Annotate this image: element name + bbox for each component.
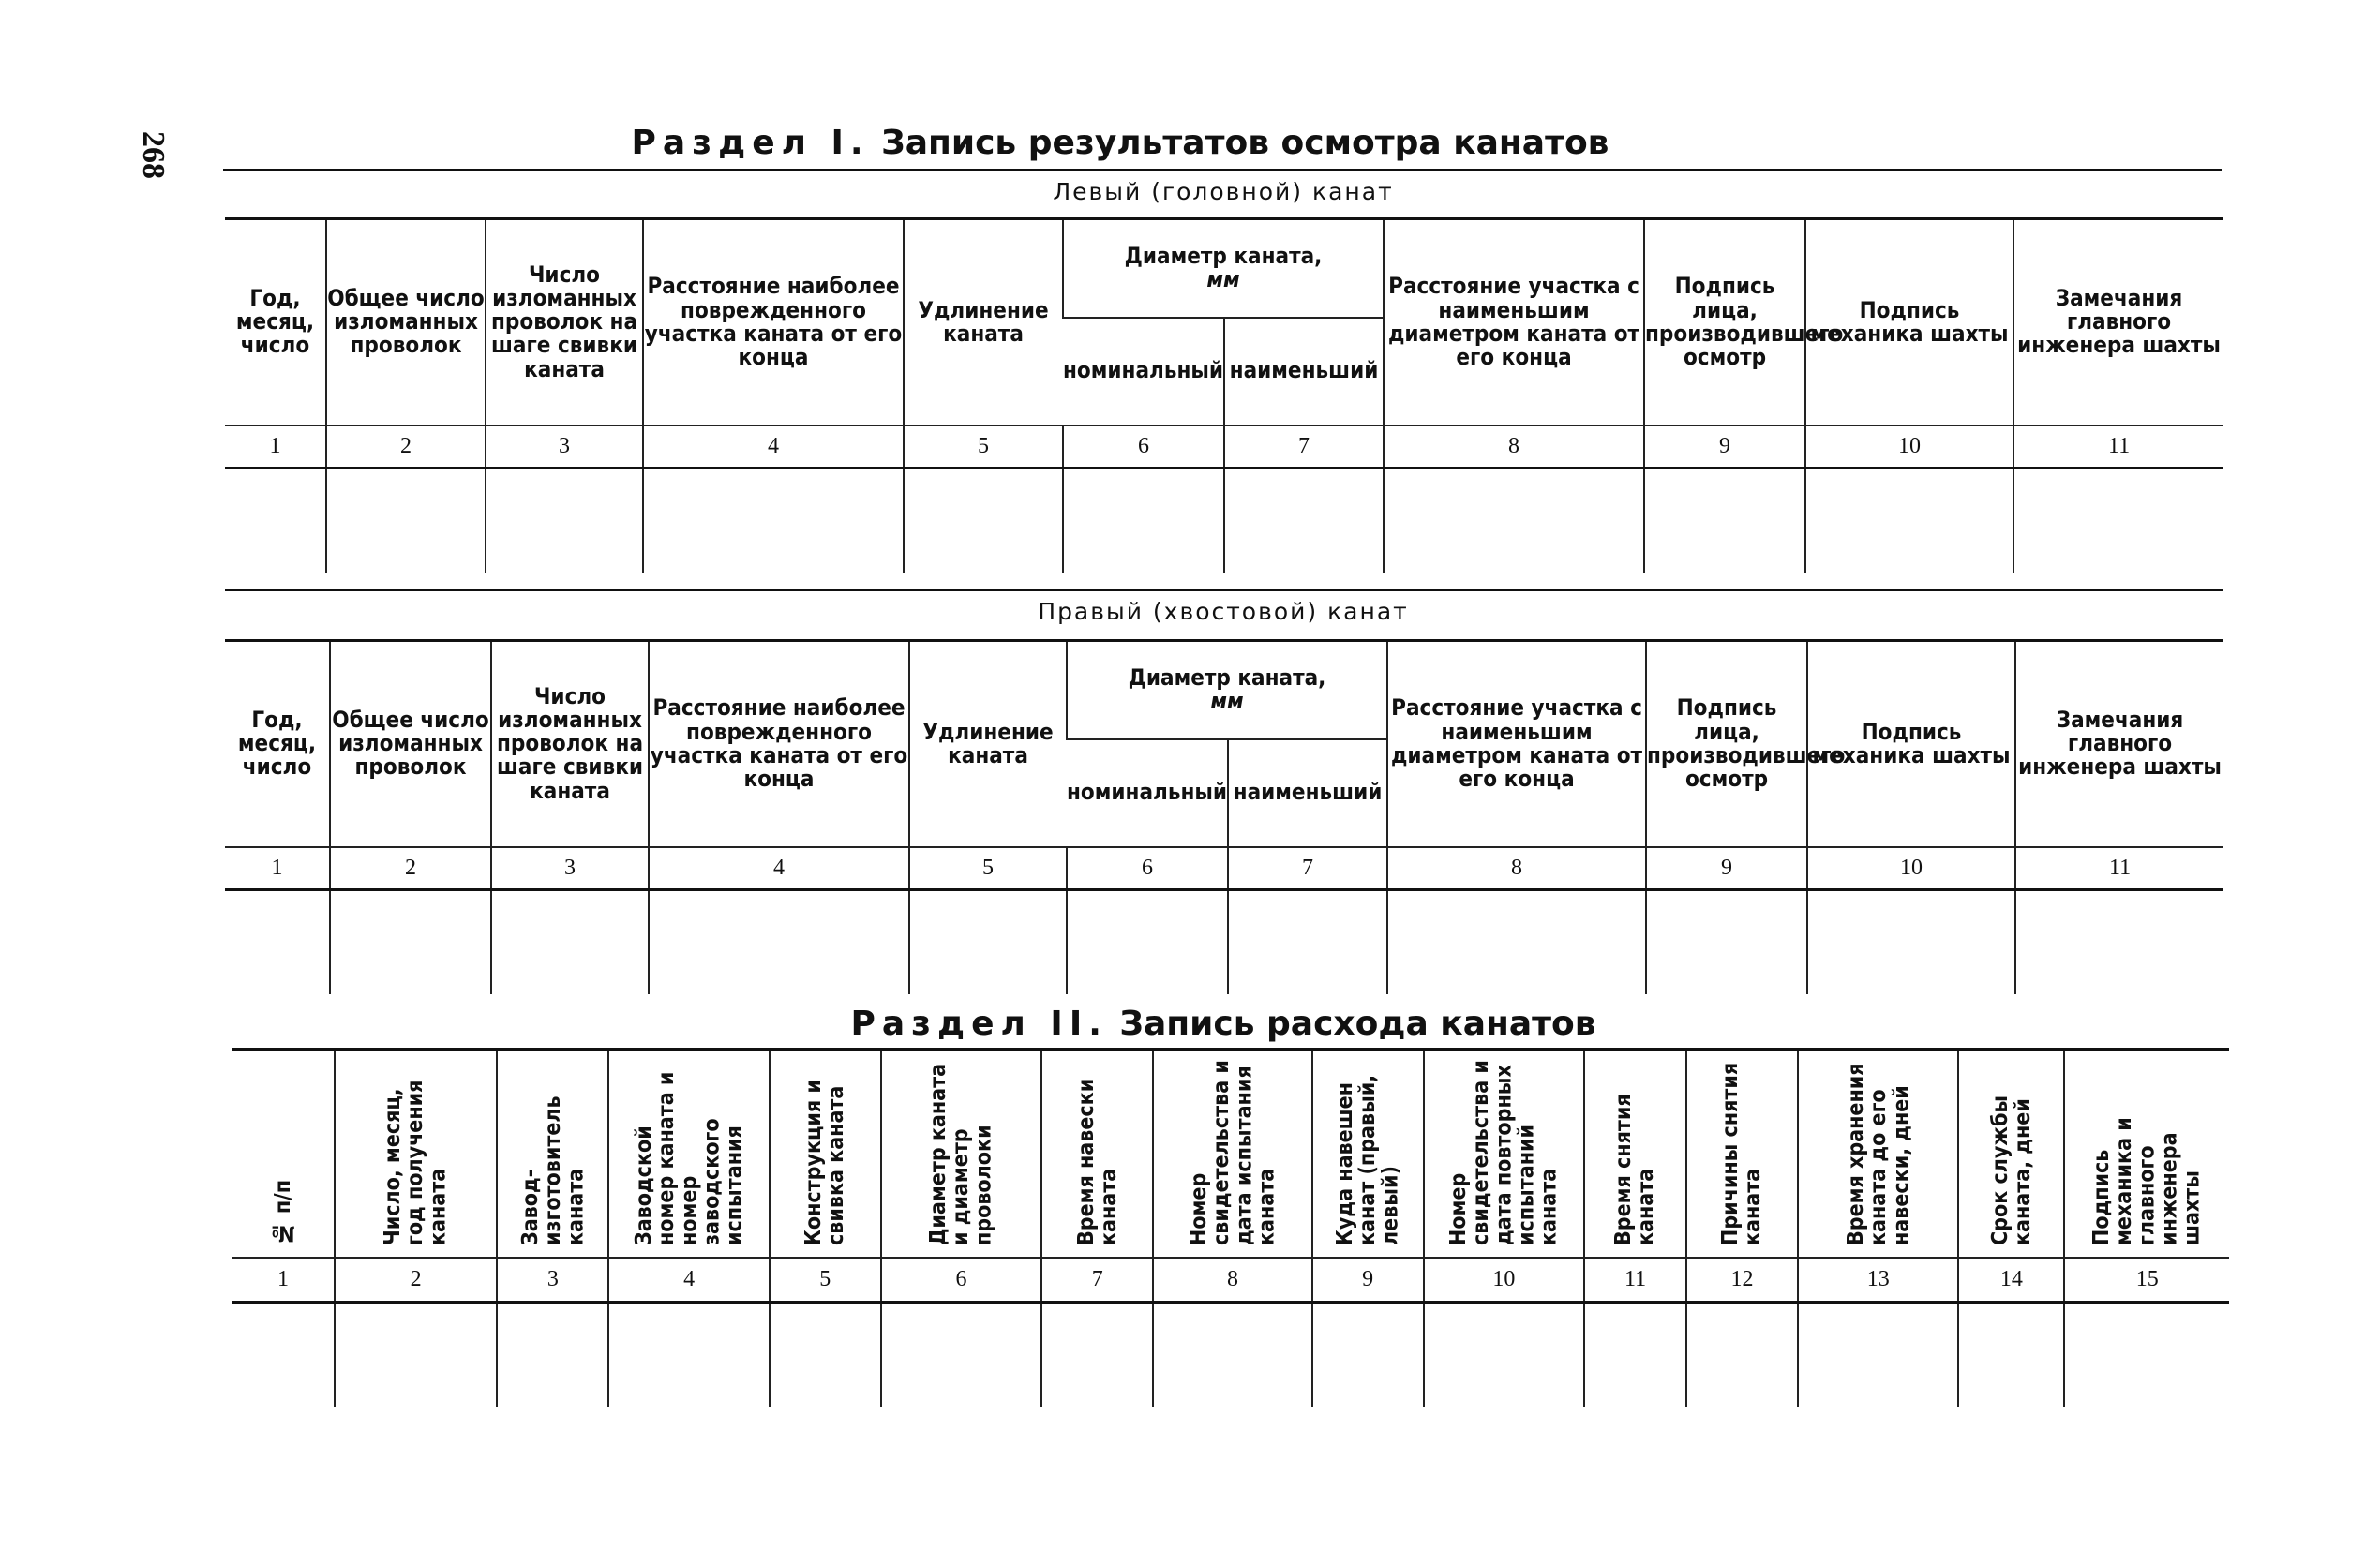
entry-cell[interactable] <box>232 1303 335 1408</box>
section-1-label: Раздел I. <box>631 124 870 162</box>
col-number: 9 <box>1644 425 1805 469</box>
col-smallest-header: наименьший <box>1228 739 1387 847</box>
col-header-text: Конструкция и свивка каната <box>801 1079 849 1245</box>
col-number: 1 <box>232 1258 335 1303</box>
left-rope-table <box>225 217 2223 573</box>
col-number: 7 <box>1041 1258 1153 1303</box>
col-header-text: Число, месяц, год получения каната <box>381 1080 451 1245</box>
col-number: 6 <box>1063 425 1224 469</box>
col-number: 9 <box>1312 1258 1424 1303</box>
entry-cell[interactable] <box>1384 469 1644 574</box>
col-number: 6 <box>1067 847 1228 890</box>
col-broken-per-lay-header: Число изломанных проволок на шаге свивки каната <box>491 641 649 847</box>
col-elongation-header: Удлинение каната <box>909 641 1067 847</box>
col-number: 8 <box>1387 847 1646 890</box>
right-rope-table <box>225 639 2223 994</box>
col-number: 4 <box>608 1258 769 1303</box>
col-diameter-header <box>1067 641 1387 739</box>
col-number: 8 <box>1384 425 1644 469</box>
col-nominal-header: номинальный <box>1063 318 1224 425</box>
entry-cell[interactable] <box>608 1303 769 1408</box>
col-number: 5 <box>904 425 1063 469</box>
entry-cell[interactable] <box>649 890 909 995</box>
diameter-label: Диаметр каната, <box>1124 243 1323 270</box>
col-signature-mechanic-header: Подпись механика шахты <box>1807 641 2015 847</box>
col-distance-damaged-header: Расстояние наиболее поврежденного участка каната от его конца <box>643 219 904 425</box>
entry-cell[interactable] <box>881 1303 1041 1408</box>
entry-cell[interactable] <box>1067 890 1228 995</box>
col-number: 5 <box>909 847 1067 890</box>
entry-cell[interactable] <box>326 469 486 574</box>
entry-cell[interactable] <box>497 1303 608 1408</box>
col-date-header: Год, месяц, число <box>225 641 330 847</box>
col-header-text: Подпись механика и главного инженера шахты <box>2089 1116 2205 1245</box>
col-header-text: Куда навешен канат (правый, левый) <box>1332 1074 1403 1245</box>
entry-cell[interactable] <box>1646 890 1807 995</box>
entry-cell[interactable] <box>1387 890 1646 995</box>
col-header-text: Время хранения каната до его навески, дней <box>1843 1063 1913 1245</box>
entry-cell[interactable] <box>1041 1303 1153 1408</box>
col-number: 14 <box>1958 1258 2064 1303</box>
col-distance-min-diam-header: Расстояние участка с наименьшим диаметром каната от его конца <box>1387 641 1646 847</box>
col-header-text: Номер свидетельства и дата испытания каната <box>1186 1059 1280 1245</box>
diameter-unit: мм <box>1210 688 1244 715</box>
col-number: 1 <box>225 847 330 890</box>
col-header-13 <box>1798 1050 1958 1258</box>
col-header-1 <box>232 1050 335 1258</box>
section-2-heading: Запись расхода канатов <box>1107 1005 1596 1043</box>
section-1-rule <box>223 169 2222 171</box>
entry-cell[interactable] <box>1807 890 2015 995</box>
col-number: 10 <box>1805 425 2013 469</box>
col-header-14 <box>1958 1050 2064 1258</box>
col-header-2 <box>335 1050 497 1258</box>
entry-cell[interactable] <box>1224 469 1384 574</box>
col-signature-inspector-header: Подпись лица, производившего осмотр <box>1646 641 1807 847</box>
entry-cell[interactable] <box>1958 1303 2064 1408</box>
diameter-label: Диаметр каната, <box>1128 664 1326 692</box>
section-1-heading: Запись результатов осмотра канатов <box>869 124 1609 162</box>
entry-cell[interactable] <box>1228 890 1387 995</box>
entry-cell[interactable] <box>2015 890 2223 995</box>
col-number: 10 <box>1807 847 2015 890</box>
col-header-15 <box>2064 1050 2229 1258</box>
entry-cell[interactable] <box>2013 469 2223 574</box>
entry-cell[interactable] <box>904 469 1063 574</box>
col-nominal-header: номинальный <box>1067 739 1228 847</box>
col-date-header: Год, месяц, число <box>225 219 326 425</box>
col-smallest-header: наименьший <box>1224 318 1384 425</box>
col-header-text: Заводской номер каната и номер заводского испытания <box>631 1071 747 1245</box>
left-rope-subtitle: Левый (головной) канат <box>1053 178 1394 205</box>
col-signature-mechanic-header: Подпись механика шахты <box>1805 219 2013 425</box>
col-number: 7 <box>1228 847 1387 890</box>
col-diameter-header <box>1063 219 1384 318</box>
entry-cell[interactable] <box>1312 1303 1424 1408</box>
rope-consumption-table <box>232 1048 2229 1407</box>
col-total-broken-header: Общее число изломанных проволок <box>326 219 486 425</box>
col-distance-min-diam-header: Расстояние участка с наименьшим диаметром каната от его конца <box>1384 219 1644 425</box>
col-header-12 <box>1686 1050 1798 1258</box>
col-header-6 <box>881 1050 1041 1258</box>
col-number: 5 <box>770 1258 881 1303</box>
col-number: 3 <box>486 425 643 469</box>
col-header-8 <box>1153 1050 1311 1258</box>
entry-cell[interactable] <box>1644 469 1805 574</box>
col-header-text: Завод-изготовитель каната <box>517 1095 588 1245</box>
entry-cell[interactable] <box>909 890 1067 995</box>
col-number: 13 <box>1798 1258 1958 1303</box>
col-number: 2 <box>330 847 491 890</box>
col-total-broken-header: Общее число изломанных проволок <box>330 641 491 847</box>
col-header-4 <box>608 1050 769 1258</box>
col-header-9 <box>1312 1050 1424 1258</box>
entry-cell[interactable] <box>1798 1303 1958 1408</box>
entry-cell[interactable] <box>770 1303 881 1408</box>
col-header-10 <box>1424 1050 1584 1258</box>
col-number: 4 <box>649 847 909 890</box>
entry-cell[interactable] <box>1805 469 2013 574</box>
entry-cell[interactable] <box>335 1303 497 1408</box>
col-number: 6 <box>881 1258 1041 1303</box>
col-remarks-header: Замечания главного инженера шахты <box>2013 219 2223 425</box>
col-number: 11 <box>2013 425 2223 469</box>
diameter-unit: мм <box>1206 266 1240 293</box>
col-number: 1 <box>225 425 326 469</box>
col-number: 11 <box>2015 847 2223 890</box>
col-number: 11 <box>1584 1258 1686 1303</box>
col-broken-per-lay-header: Число изломанных проволок на шаге свивки каната <box>486 219 643 425</box>
col-number: 7 <box>1224 425 1384 469</box>
entry-cell[interactable] <box>486 469 643 574</box>
page-number: 268 <box>136 131 171 179</box>
entry-cell[interactable] <box>1153 1303 1311 1408</box>
col-header-11 <box>1584 1050 1686 1258</box>
left-rope-bottom-rule <box>225 589 2223 591</box>
col-signature-inspector-header: Подпись лица, производившего осмотр <box>1644 219 1805 425</box>
col-header-7 <box>1041 1050 1153 1258</box>
col-header-text: Время навески каната <box>1073 1078 1121 1245</box>
col-header-5 <box>770 1050 881 1258</box>
entry-cell[interactable] <box>1424 1303 1584 1408</box>
entry-cell[interactable] <box>2064 1303 2229 1408</box>
col-header-text: Время снятия каната <box>1611 1094 1659 1245</box>
entry-cell[interactable] <box>1063 469 1224 574</box>
entry-cell[interactable] <box>225 890 330 995</box>
col-number: 2 <box>335 1258 497 1303</box>
section-2-title <box>225 1005 2222 1043</box>
col-number: 4 <box>643 425 904 469</box>
section-1-title <box>225 124 2015 162</box>
col-header-text: Номер свидетельства и дата повторных испытаний каната <box>1446 1059 1562 1245</box>
entry-cell[interactable] <box>643 469 904 574</box>
col-number: 15 <box>2064 1258 2229 1303</box>
col-header-text: Срок службы каната, дней <box>1987 1095 2035 1245</box>
col-number: 10 <box>1424 1258 1584 1303</box>
right-rope-subtitle: Правый (хвостовой) канат <box>1038 598 1409 625</box>
entry-cell[interactable] <box>225 469 326 574</box>
col-header-3 <box>497 1050 608 1258</box>
col-header-text: Диаметр каната и диаметр проволоки <box>926 1063 996 1245</box>
col-number: 12 <box>1686 1258 1798 1303</box>
col-number: 8 <box>1153 1258 1311 1303</box>
col-distance-damaged-header: Расстояние наиболее поврежденного участка каната от его конца <box>649 641 909 847</box>
entry-cell[interactable] <box>330 890 491 995</box>
col-number: 3 <box>497 1258 608 1303</box>
entry-cell[interactable] <box>491 890 649 995</box>
col-remarks-header: Замечания главного инженера шахты <box>2015 641 2223 847</box>
entry-cell[interactable] <box>1686 1303 1798 1408</box>
col-number: 2 <box>326 425 486 469</box>
col-elongation-header: Удлинение каната <box>904 219 1063 425</box>
col-number: 3 <box>491 847 649 890</box>
col-header-text: Причины снятия каната <box>1718 1062 1766 1245</box>
col-header-text: № п/п <box>270 1180 295 1245</box>
section-2-label: Раздел II. <box>850 1005 1108 1043</box>
col-number: 9 <box>1646 847 1807 890</box>
entry-cell[interactable] <box>1584 1303 1686 1408</box>
